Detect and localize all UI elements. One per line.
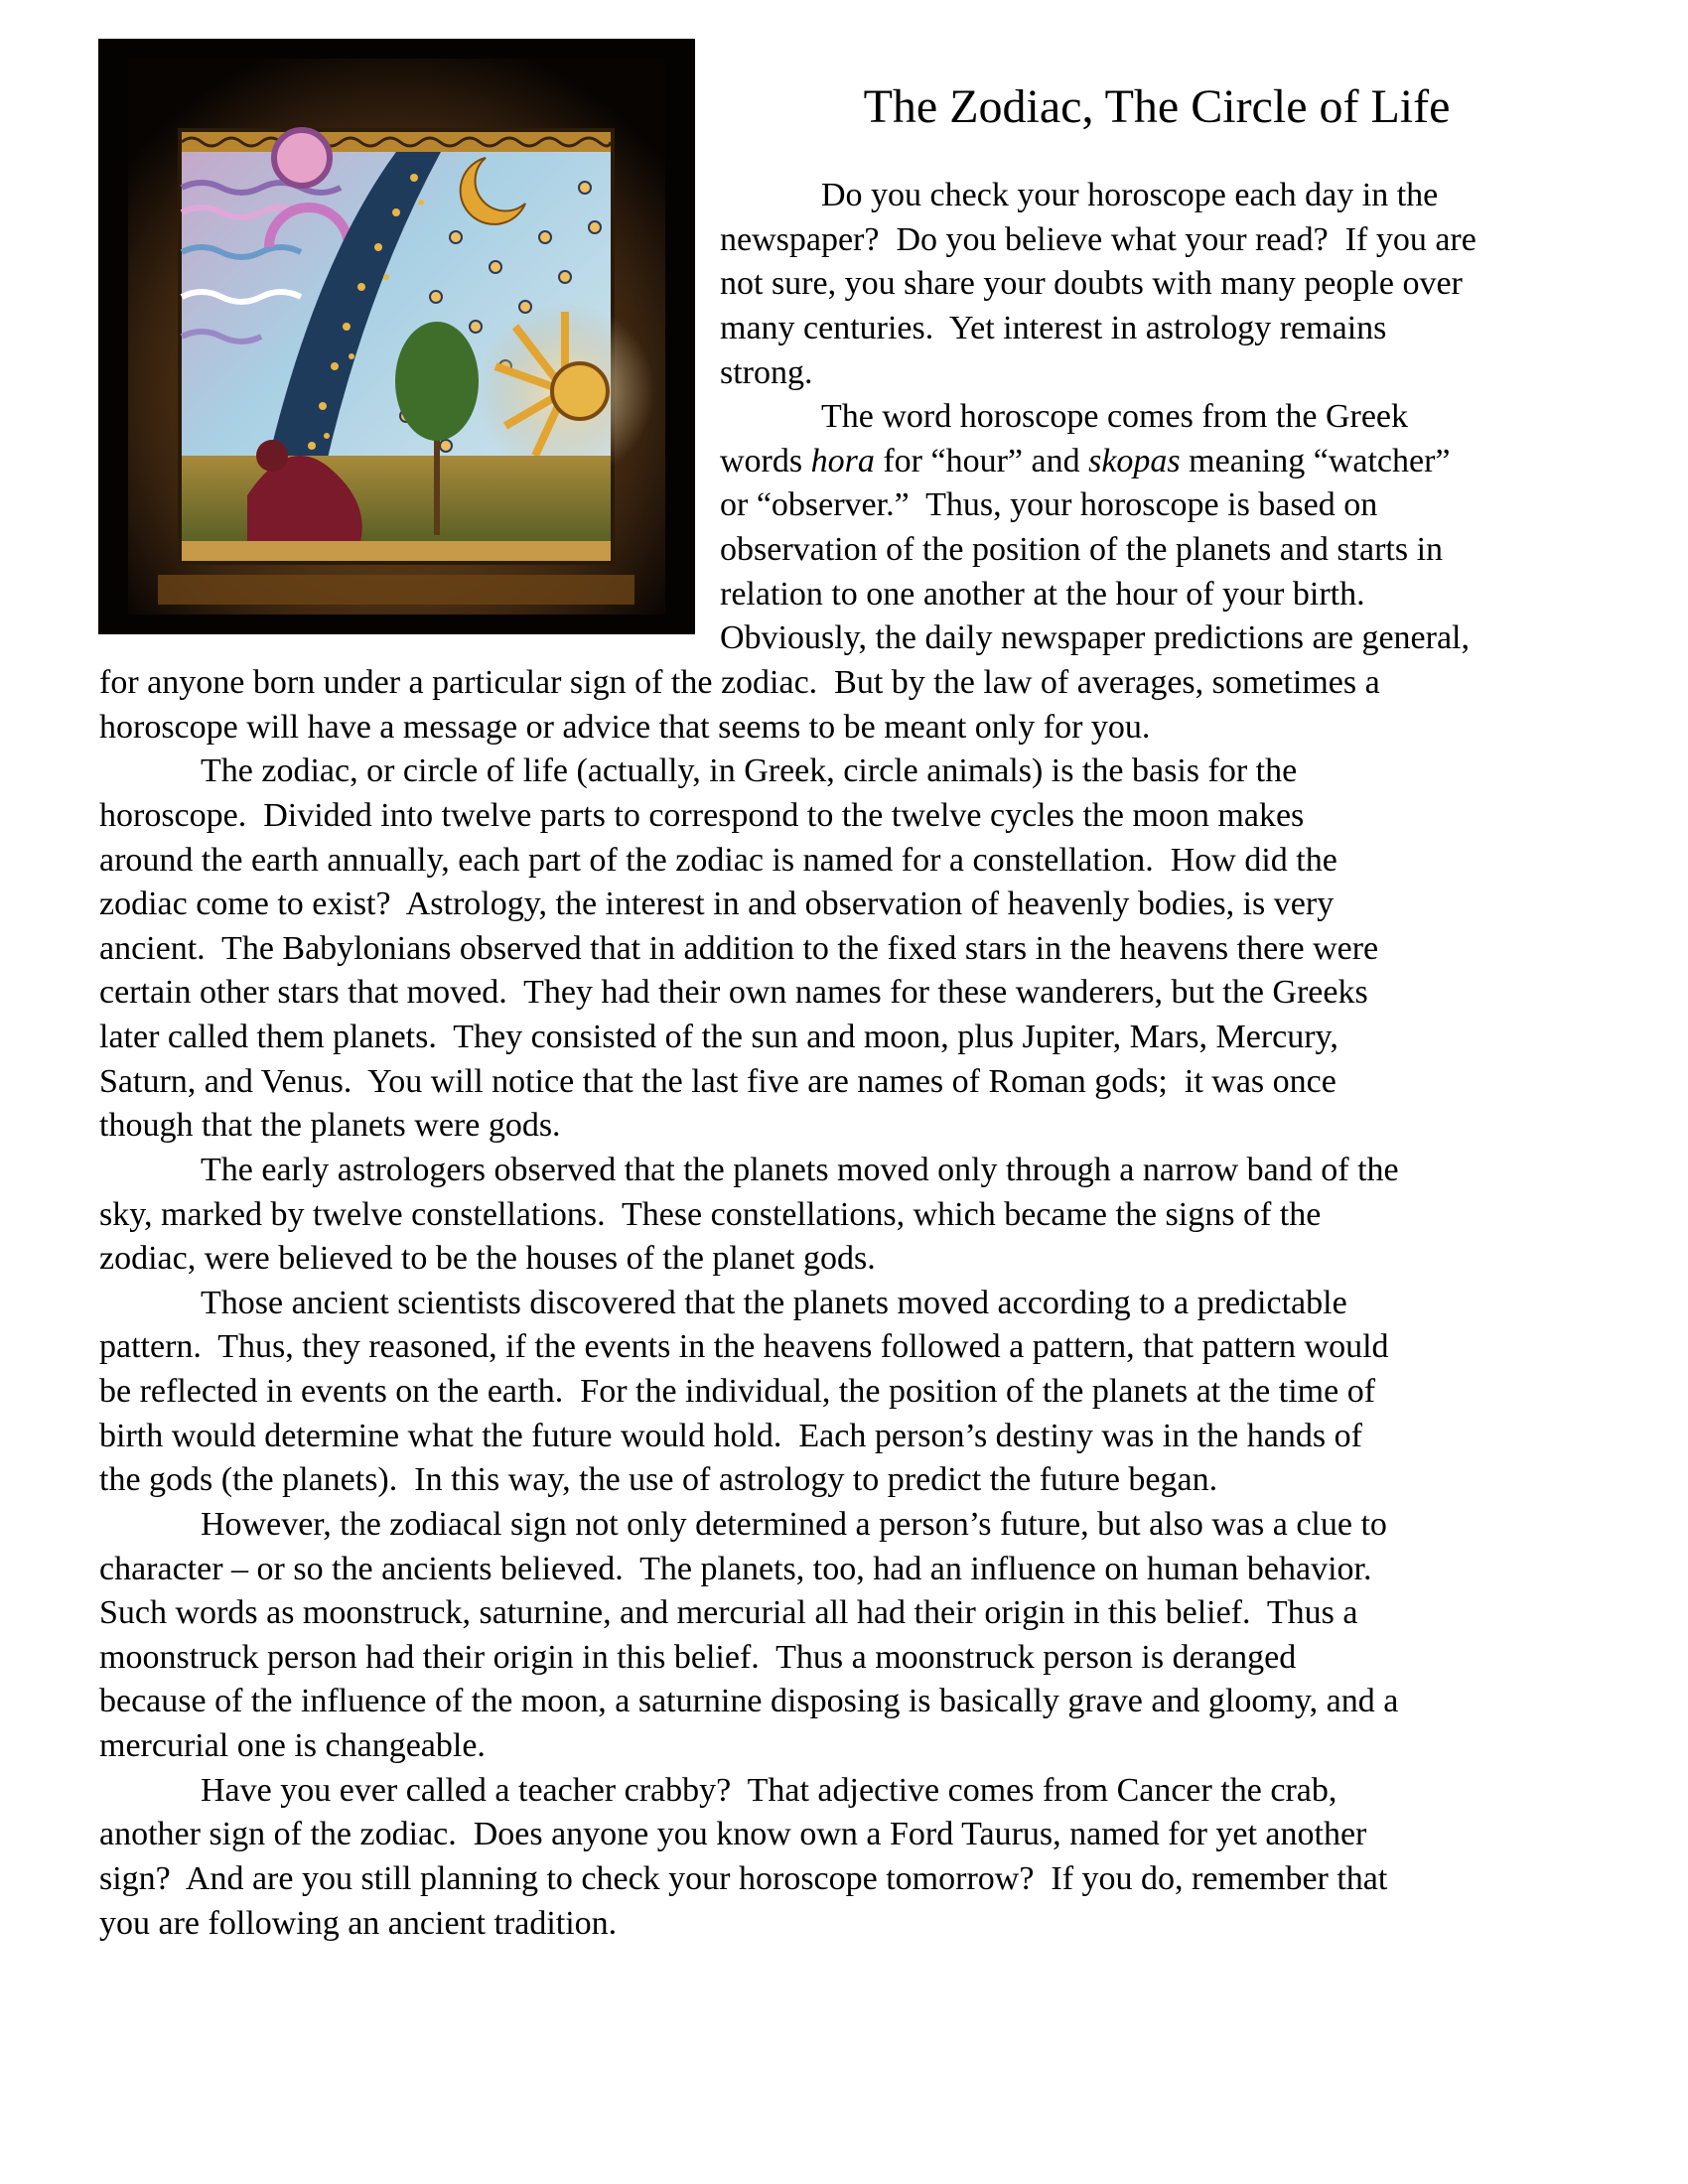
text-line: The word horoscope comes from the Greek: [821, 398, 1409, 436]
italic-term-hora: hora: [810, 442, 875, 479]
text-line: newspaper? Do you believe what your read? If you are: [720, 220, 1477, 258]
text-line: Do you check your horoscope each day in the: [821, 177, 1439, 213]
text-line: horoscope will have a message or advice that seems to be meant only for you.: [99, 708, 1151, 746]
text-line: or “observer.” Thus, your horoscope is based on: [720, 486, 1378, 524]
body-text: [99, 661, 1628, 1946]
text-line: the gods (the planets). In this way, the use of astrology to predict the future began.: [99, 1461, 1218, 1499]
flammarion-engraving-icon: [98, 39, 695, 634]
page-title: The Zodiac, The Circle of Life: [863, 80, 1451, 133]
text-line: because of the influence of the moon, a saturnine disposing is basically grave and gloomy, and a: [99, 1683, 1399, 1720]
text-line: The zodiac, or circle of life (actually, in Greek, circle animals) is the basis for the: [201, 752, 1298, 790]
text-line: relation to one another at the hour of your birth.: [720, 575, 1365, 613]
text-line: you are following an ancient tradition.: [99, 1904, 618, 1942]
text-line: Those ancient scientists discovered that the planets moved according to a predictable: [201, 1284, 1347, 1321]
text-line: Such words as moonstruck, saturnine, and mercurial all had their origin in this belief. Thus a: [99, 1594, 1358, 1632]
text-segment: words: [720, 442, 811, 479]
text-line: moonstruck person had their origin in this belief. Thus a moonstruck person is deranged: [99, 1638, 1297, 1676]
text-line: though that the planets were gods.: [99, 1107, 561, 1145]
text-line: character – or so the ancients believed. The planets, too, had an influence on human behavior.: [99, 1550, 1372, 1587]
text-line: not sure, you share your doubts with many people over: [720, 265, 1463, 303]
text-line: horoscope. Divided into twelve parts to correspond to the twelve cycles the moon makes: [99, 796, 1305, 834]
text-line: [720, 440, 1614, 484]
text-line: around the earth annually, each part of the zodiac is named for a constellation. How did the: [99, 841, 1337, 879]
text-line: another sign of the zodiac. Does anyone you know own a Ford Taurus, named for yet another: [99, 1816, 1367, 1853]
text-segment: for “hour” and: [874, 442, 1089, 479]
text-line: However, the zodiacal sign not only determined a person’s future, but also was a clue to: [201, 1505, 1387, 1543]
text-segment: meaning “watcher”: [1180, 442, 1451, 479]
flammarion-engraving-image: [98, 39, 695, 634]
text-line: mercurial one is changeable.: [99, 1727, 486, 1764]
text-line: Obviously, the daily newspaper predictions are general,: [720, 619, 1470, 657]
text-line: pattern. Thus, they reasoned, if the events in the heavens followed a pattern, that pattern would: [99, 1328, 1389, 1366]
text-line: many centuries. Yet interest in astrology remains: [720, 309, 1387, 346]
text-line: be reflected in events on the earth. For the individual, the position of the planets at the time of: [99, 1373, 1376, 1410]
text-line: certain other stars that moved. They had their own names for these wanderers, but the Greeks: [99, 974, 1368, 1012]
text-line: Have you ever called a teacher crabby? That adjective comes from Cancer the crab,: [201, 1771, 1337, 1809]
intro-column: [720, 174, 1614, 661]
text-line: for anyone born under a particular sign of the zodiac. But by the law of averages, sometimes a: [99, 664, 1380, 701]
text-line: zodiac, were believed to be the houses of the planet gods.: [99, 1240, 876, 1278]
text-line: sky, marked by twelve constellations. These constellations, which became the signs of the: [99, 1195, 1322, 1233]
text-line: observation of the position of the planets and starts in: [720, 531, 1444, 568]
text-line: later called them planets. They consisted of the sun and moon, plus Jupiter, Mars, Mercury,: [99, 1019, 1338, 1055]
text-line: ancient. The Babylonians observed that in addition to the fixed stars in the heavens there were: [99, 929, 1379, 967]
text-line: Saturn, and Venus. You will notice that the last five are names of Roman gods; it was once: [99, 1062, 1336, 1100]
italic-term-skopas: skopas: [1088, 442, 1181, 479]
text-line: zodiac come to exist? Astrology, the interest in and observation of heavenly bodies, is very: [99, 886, 1335, 923]
text-line: birth would determine what the future would hold. Each person’s destiny was in the hands of: [99, 1417, 1362, 1454]
text-line: strong.: [720, 353, 813, 391]
text-line: sign? And are you still planning to check your horoscope tomorrow? If you do, remember that: [99, 1859, 1388, 1897]
text-line: The early astrologers observed that the planets moved only through a narrow band of the: [201, 1151, 1399, 1188]
